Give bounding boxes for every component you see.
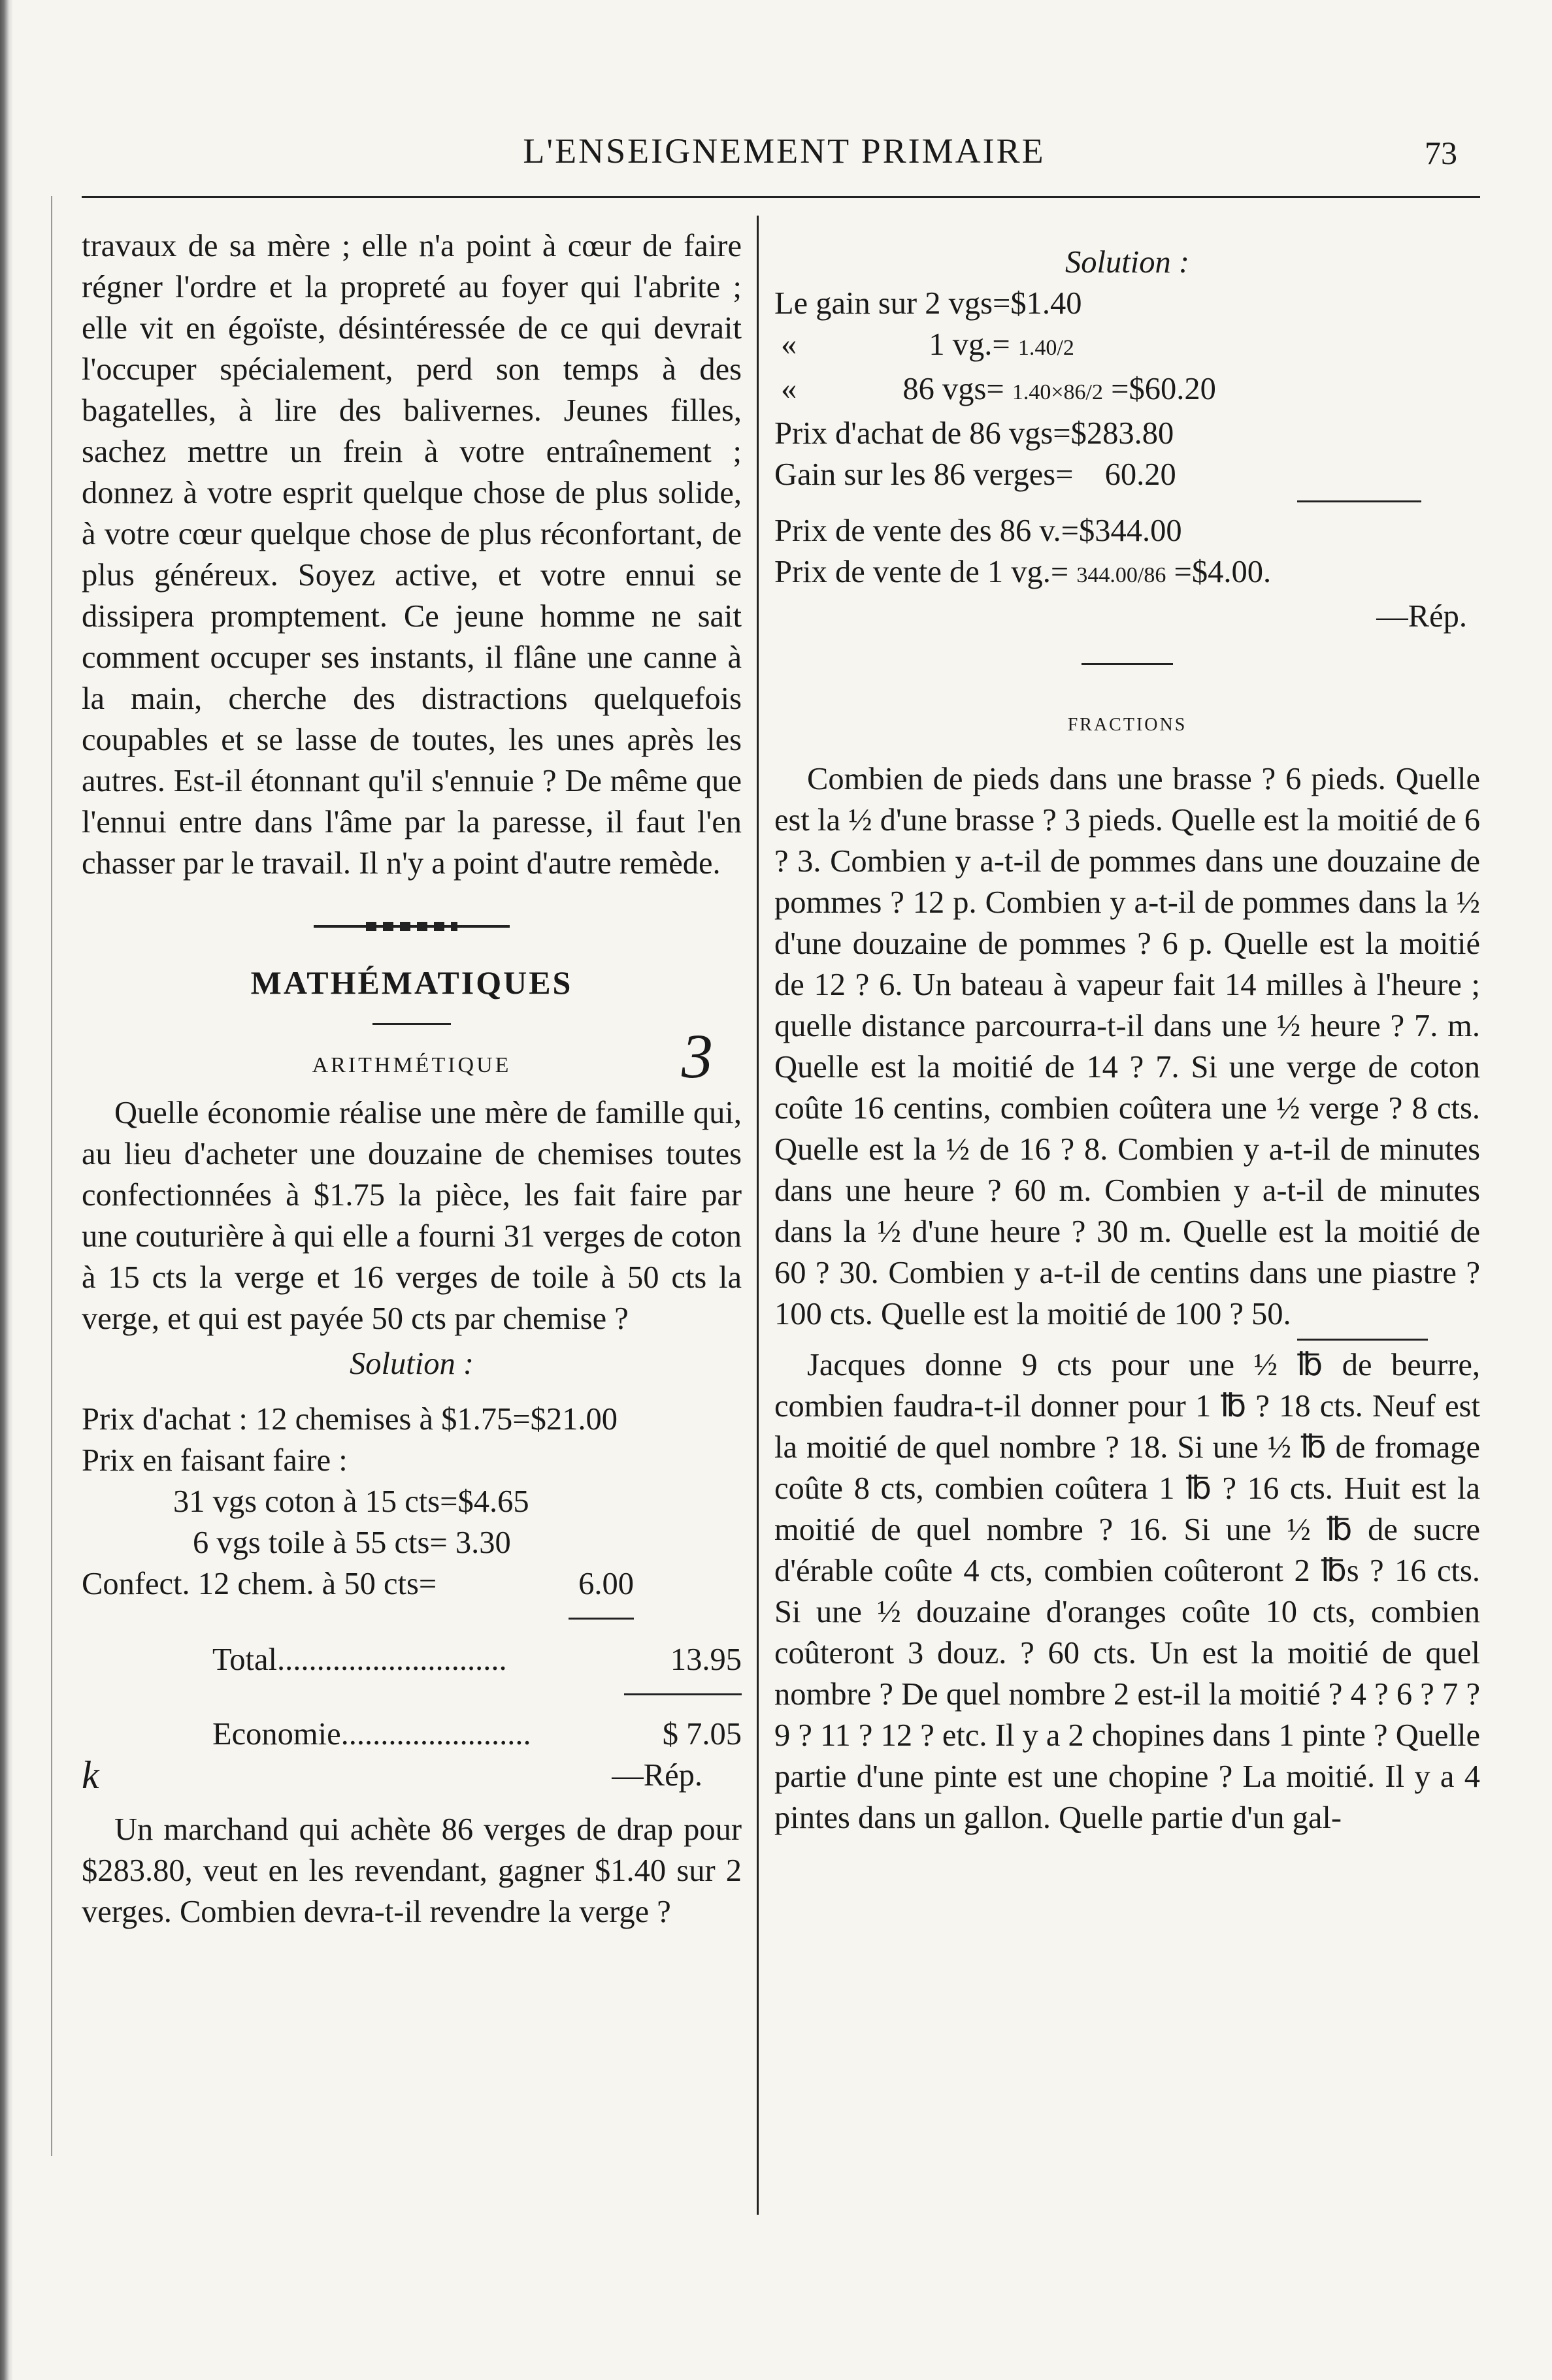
solution-value: =$4.00. — [1174, 555, 1272, 589]
sum-rule — [1297, 500, 1421, 502]
subsection-heading — [82, 1021, 742, 1091]
right-column — [774, 242, 1480, 1838]
solution-1 — [82, 1399, 742, 1796]
section-title: MATHÉMATIQUES — [250, 964, 573, 1001]
binding-edge — [0, 0, 13, 2380]
total-line — [82, 1639, 742, 1680]
subsection-label: ARITHMÉTIQUE — [312, 1053, 512, 1077]
economy-value: $ 7.05 — [662, 1717, 742, 1752]
solution-text: 86 vgs= — [902, 372, 1004, 406]
solution-line: Prix d'achat de 86 vgs=$283.80 — [774, 416, 1174, 451]
solution-line-label: Confect. 12 chem. à 50 cts= — [82, 1567, 437, 1601]
handwritten-note-3: 3 — [682, 1021, 716, 1091]
solution-line: Prix d'achat : 12 chemises à $1.75=$21.00 — [82, 1402, 618, 1437]
section-rule — [372, 1023, 451, 1025]
ornamental-divider — [314, 922, 510, 931]
fraction-numerator: 1.40 — [1017, 336, 1057, 360]
fraction-numerator: 344.00 — [1076, 563, 1138, 587]
solution-text: Prix de vente de 1 vg.= — [774, 555, 1069, 589]
economy-rule — [624, 1693, 742, 1695]
solution-text: Gain sur les 86 verges= — [774, 457, 1074, 492]
solution-label: Solution : — [1065, 245, 1189, 280]
solution-value: =$60.20 — [1111, 372, 1216, 406]
solution-line: « 86 vgs= 1.40×86/2 =$60.20 — [781, 372, 1216, 406]
solution-line: « 1 vg.= 1.40/2 — [781, 327, 1074, 362]
running-header: L'ENSEIGNEMENT PRIMAIRE — [523, 131, 1046, 171]
fractions-paragraph-1: Combien de pieds dans une brasse ? 6 pieds. Quelle est la ½ d'une brasse ? 3 pieds. Quelle est la moitié de 6 ? 3. Combien y a-t-il de pommes dans une douzaine de pommes ? 12 p. Combien y a-t-il de pommes dans la ½ d'une douzaine de pommes ? 6 p. Quelle est la moitié de 12 ? 6. Un bateau à vapeur fait 14 milles à l'heure ; quelle distance parcourra-t-il dans une ½ heure ? 7. m. Quelle est la moitié de 14 ? 7. Si une verge de coton coûte 16 centins, combien coûtera une ½ verge ? 8 cts. Quelle est la ½ de 16 ? 8. Combien y a-t-il de minutes dans une heure ? 60 m. Combien y a-t-il de minutes dans la ½ d'une heure ? 30 m. Quelle est la moitié de 60 ? 30. Combien y a-t-il de centins dans une piastre ? 100 cts. Quelle est la moitié de 100 ? 50. — [774, 762, 1480, 1331]
solution-value: 60.20 — [1104, 457, 1176, 492]
fraction-denominator: 86 — [1144, 563, 1166, 587]
answer-label: —Rép. — [612, 1758, 702, 1793]
solution-line: Prix en faisant faire : — [82, 1443, 348, 1478]
intro-paragraph: travaux de sa mère ; elle n'a point à cœur de faire régner l'ordre et la propreté au foyer qui l'abrite ; elle vit en égoïste, désintéressée de ce qui devrait l'occuper spécialement, perd son temps à des bagatelles, à lire des balivernes. Jeunes filles, sachez mettre un frein à votre entraînement ; donnez à votre esprit quelque chose de plus solide, à votre cœur quelque chose de plus réconfortant, de plus généreux. Soyez active, et votre ennui se dissipera promptement. Ce jeune homme ne sait comment occuper ses instants, il flâne une canne à la main, cherche des distractions quelquefois coupables et se lasse de toutes, les unes après les autres. Est-il étonnant qu'il s'ennuie ? De même que l'ennui entre dans l'âme par la paresse, il faut l'en chasser par le travail. Il n'y a point d'autre remède. — [82, 229, 742, 881]
ditto-mark: « — [781, 372, 797, 406]
total-label: Total............................. — [212, 1642, 507, 1677]
column-divider — [757, 216, 759, 2215]
solution-line — [82, 1563, 634, 1605]
solution-line: Le gain sur 2 vgs=$1.40 — [774, 286, 1082, 321]
answer-line — [82, 1755, 742, 1796]
total-value: 13.95 — [670, 1642, 742, 1677]
economy-line — [82, 1714, 742, 1755]
left-column — [82, 225, 742, 1932]
header-rule — [82, 196, 1480, 198]
paragraph-rule — [1297, 1339, 1428, 1341]
problem-2: Un marchand qui achète 86 verges de drap pour $283.80, veut en les revendant, gagner $1.40 sur 2 verges. Combien devra-t-il revendre la verge ? — [82, 1812, 742, 1929]
fraction-numerator: 1.40×86 — [1012, 380, 1086, 404]
solution-2 — [774, 283, 1480, 637]
sum-rule — [569, 1618, 634, 1620]
problem-1: Quelle économie réalise une mère de famille qui, au lieu d'acheter une douzaine de chemises toutes confectionnées à $1.75 la pièce, les fait faire par une couturière à qui elle a fourni 31 verges de coton à 15 cts la verge et 16 verges de toile à 50 cts la verge, et qui est payée 50 cts par chemise ? — [82, 1096, 742, 1336]
solution-line: Prix de vente des 86 v.=$344.00 — [774, 513, 1182, 548]
fractions-paragraph-2: Jacques donne 9 cts pour une ½ ℔ de beurre, combien faudra-t-il donner pour 1 ℔ ? 18 cts. Neuf est la moitié de quel nombre ? 18. Si une ½ ℔ de fromage coûte 8 cts, combien coûtera 1 ℔ ? 16 cts. Huit est la moitié de quel nombre ? 16. Si une ½ ℔ de sucre d'érable coûte 4 cts, combien coûteront 2 ℔s ? 16 cts. Si une ½ douzaine d'oranges coûte 10 cts, combien coûteront 3 douz. ? 60 cts. Un est la moitié de quel nombre ? De quel nombre 2 est-il la moitié ? 4 ? 6 ? 7 ? 9 ? 11 ? 12 ? etc. Il y a 2 chopines dans 1 pinte ? Quelle partie d'une pinte est une chopine ? La moitié. Il y a 4 pintes dans un gallon. Quelle partie d'un gal- — [774, 1348, 1480, 1835]
handwritten-note-k: k — [82, 1753, 99, 1797]
answer-label: —Rép. — [1376, 599, 1467, 634]
solution-text: 1 vg.= — [929, 327, 1010, 362]
fractions-heading: FRACTIONS — [1067, 715, 1187, 735]
ditto-mark: « — [781, 327, 797, 362]
margin-rule — [51, 196, 52, 2156]
solution-line: 6 vgs toile à 55 cts= 3.30 — [193, 1525, 511, 1560]
solution-line — [774, 454, 1480, 495]
page-number: 73 — [1425, 135, 1457, 171]
economy-label: Economie........................ — [212, 1717, 531, 1752]
solution-label: Solution : — [350, 1346, 474, 1381]
section-rule — [1081, 663, 1173, 665]
solution-line: Prix de vente de 1 vg.= 344.00/86 =$4.00. — [774, 555, 1272, 589]
solution-line: 31 vgs coton à 15 cts=$4.65 — [173, 1484, 529, 1519]
fraction-denominator: 2 — [1092, 380, 1103, 404]
solution-line-value: 6.00 — [578, 1567, 634, 1601]
fraction-denominator: 2 — [1063, 336, 1074, 360]
